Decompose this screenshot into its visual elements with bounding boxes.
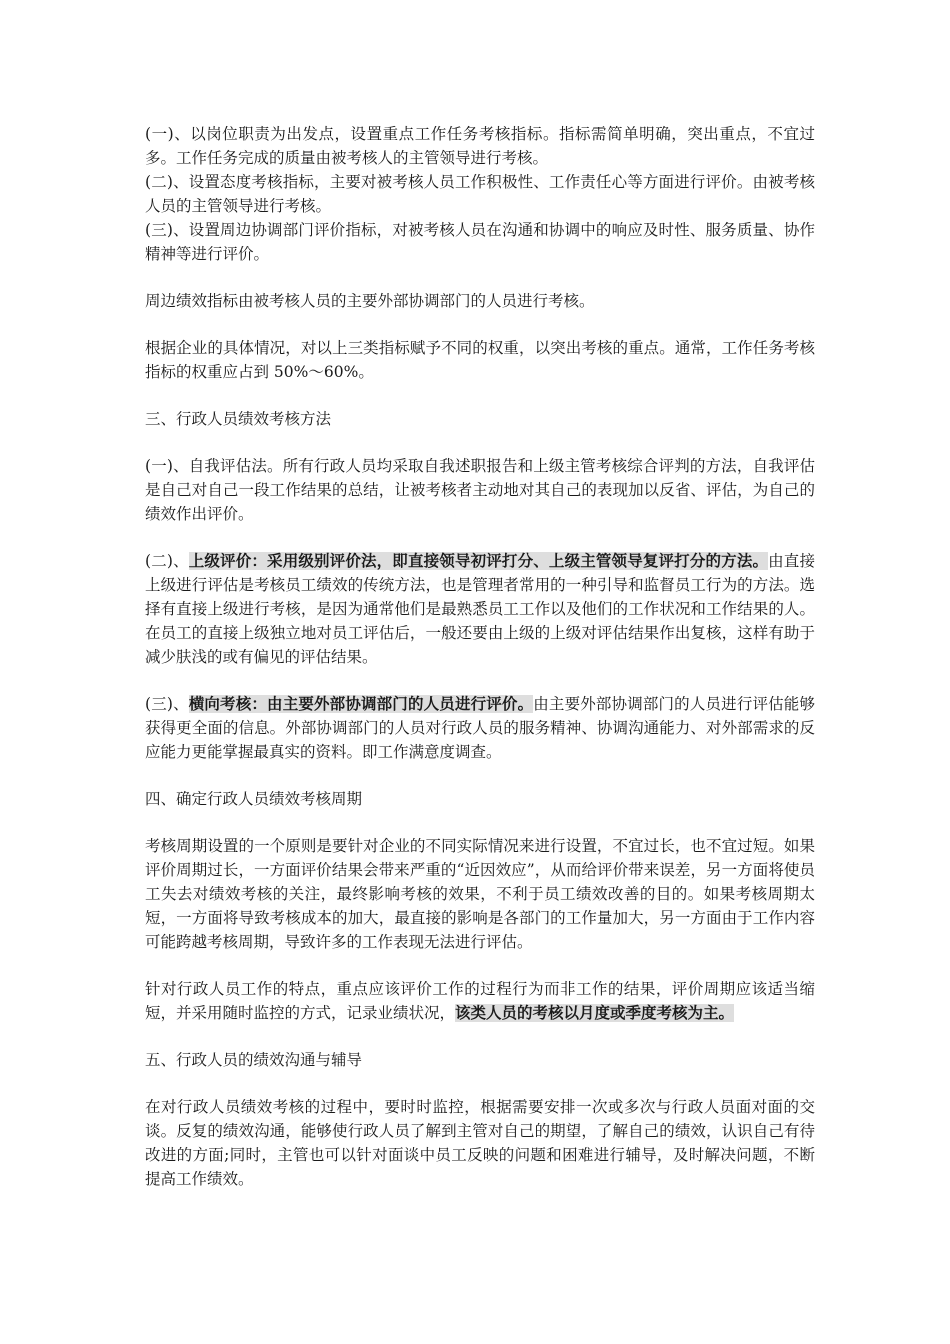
- paragraph-text: 针对行政人员工作的特点，重点应该评价工作的过程行为而非工作的结果，评价周期应该适当缩短，并采用随时监控的方式，记录业绩状况，: [145, 980, 815, 1022]
- highlighted-text: 该类人员的考核以月度或季度考核为主。: [455, 1004, 735, 1022]
- section-heading-methods: 三、行政人员绩效考核方法: [145, 410, 332, 428]
- document-body: [145, 122, 815, 1191]
- section-heading-cycle: 四、确定行政人员绩效考核周期: [145, 790, 363, 808]
- paragraph-text: 由直接上级进行评估是考核员工绩效的传统方法，也是管理者常用的一种引导和监督员工行为的方法。选择有直接上级进行考核，是因为通常他们是最熟悉员工工作以及他们的工作状况和工作结果的人。在员工的直接上级独立地对员工评估后，一般还要由上级的上级对评估结果作出复核，这样有助于减少肤浅的或有偏见的评估结果。: [145, 552, 815, 666]
- paragraph-supervisor-assessment: [145, 549, 815, 669]
- paragraph-self-assessment: (一)、自我评估法。所有行政人员均采取自我述职报告和上级主管考核综合评判的方法，自我评估是自己对自己一段工作结果的总结，让被考核者主动地对其自己的表现加以反省、评估，为自己的绩效作出评价。: [145, 457, 815, 523]
- list-marker: (三)、: [145, 695, 189, 713]
- paragraph-cycle-recommendation: [145, 977, 815, 1025]
- paragraph-communication: 在对行政人员绩效考核的过程中，要时时监控，根据需要安排一次或多次与行政人员面对面的交谈。反复的绩效沟通，能够使行政人员了解到主管对自己的期望，了解自己的绩效，认识自己有待改进的方面;同时，主管也可以针对面谈中员工反映的问题和困难进行辅导，及时解决问题，不断提高工作绩效。: [145, 1098, 815, 1188]
- list-marker: (二)、: [145, 552, 189, 570]
- paragraph-peer-assessment: 周边绩效指标由被考核人员的主要外部协调部门的人员进行考核。: [145, 292, 595, 310]
- paragraph-cycle-principle: 考核周期设置的一个原则是要针对企业的不同实际情况来进行设置，不宜过长，也不宜过短。如果评价周期过长，一方面评价结果会带来严重的“近因效应”，从而给评价带来误差，另一方面将使员工失去对绩效考核的关注，最终影响考核的效果，不利于员工绩效改善的目的。如果考核周期太短，一方面将导致考核成本的加大，最直接的影响是各部门的工作量加大，另一方面由于工作内容可能跨越考核周期，导致许多的工作表现无法进行评估。: [145, 837, 815, 951]
- paragraph-attitude-indicator: (二)、设置态度考核指标，主要对被考核人员工作积极性、工作责任心等方面进行评价。由被考核人员的主管领导进行考核。: [145, 173, 815, 215]
- paragraph-weighting: 根据企业的具体情况，对以上三类指标赋予不同的权重，以突出考核的重点。通常，工作任务考核指标的权重应占到 50%～60%。: [145, 339, 815, 381]
- paragraph-text: 由主要外部协调部门的人员进行评估能够获得更全面的信息。外部协调部门的人员对行政人员的服务精神、协调沟通能力、对外部需求的反应能力更能掌握最真实的资料。即工作满意度调查。: [145, 695, 815, 761]
- highlighted-text: 横向考核：由主要外部协调部门的人员进行评价。: [188, 695, 534, 713]
- highlighted-text: 上级评价：采用级别评价法，即直接领导初评打分、上级主管领导复评打分的方法。: [188, 552, 769, 570]
- paragraph-task-indicator: (一)、以岗位职责为出发点，设置重点工作任务考核指标。指标需简单明确，突出重点，不宜过多。工作任务完成的质量由被考核人的主管领导进行考核。: [145, 125, 815, 167]
- section-heading-communication: 五、行政人员的绩效沟通与辅导: [145, 1051, 363, 1069]
- paragraph-horizontal-assessment: [145, 692, 815, 764]
- paragraph-peer-indicator: (三)、设置周边协调部门评价指标，对被考核人员在沟通和协调中的响应及时性、服务质量、协作精神等进行评价。: [145, 221, 815, 263]
